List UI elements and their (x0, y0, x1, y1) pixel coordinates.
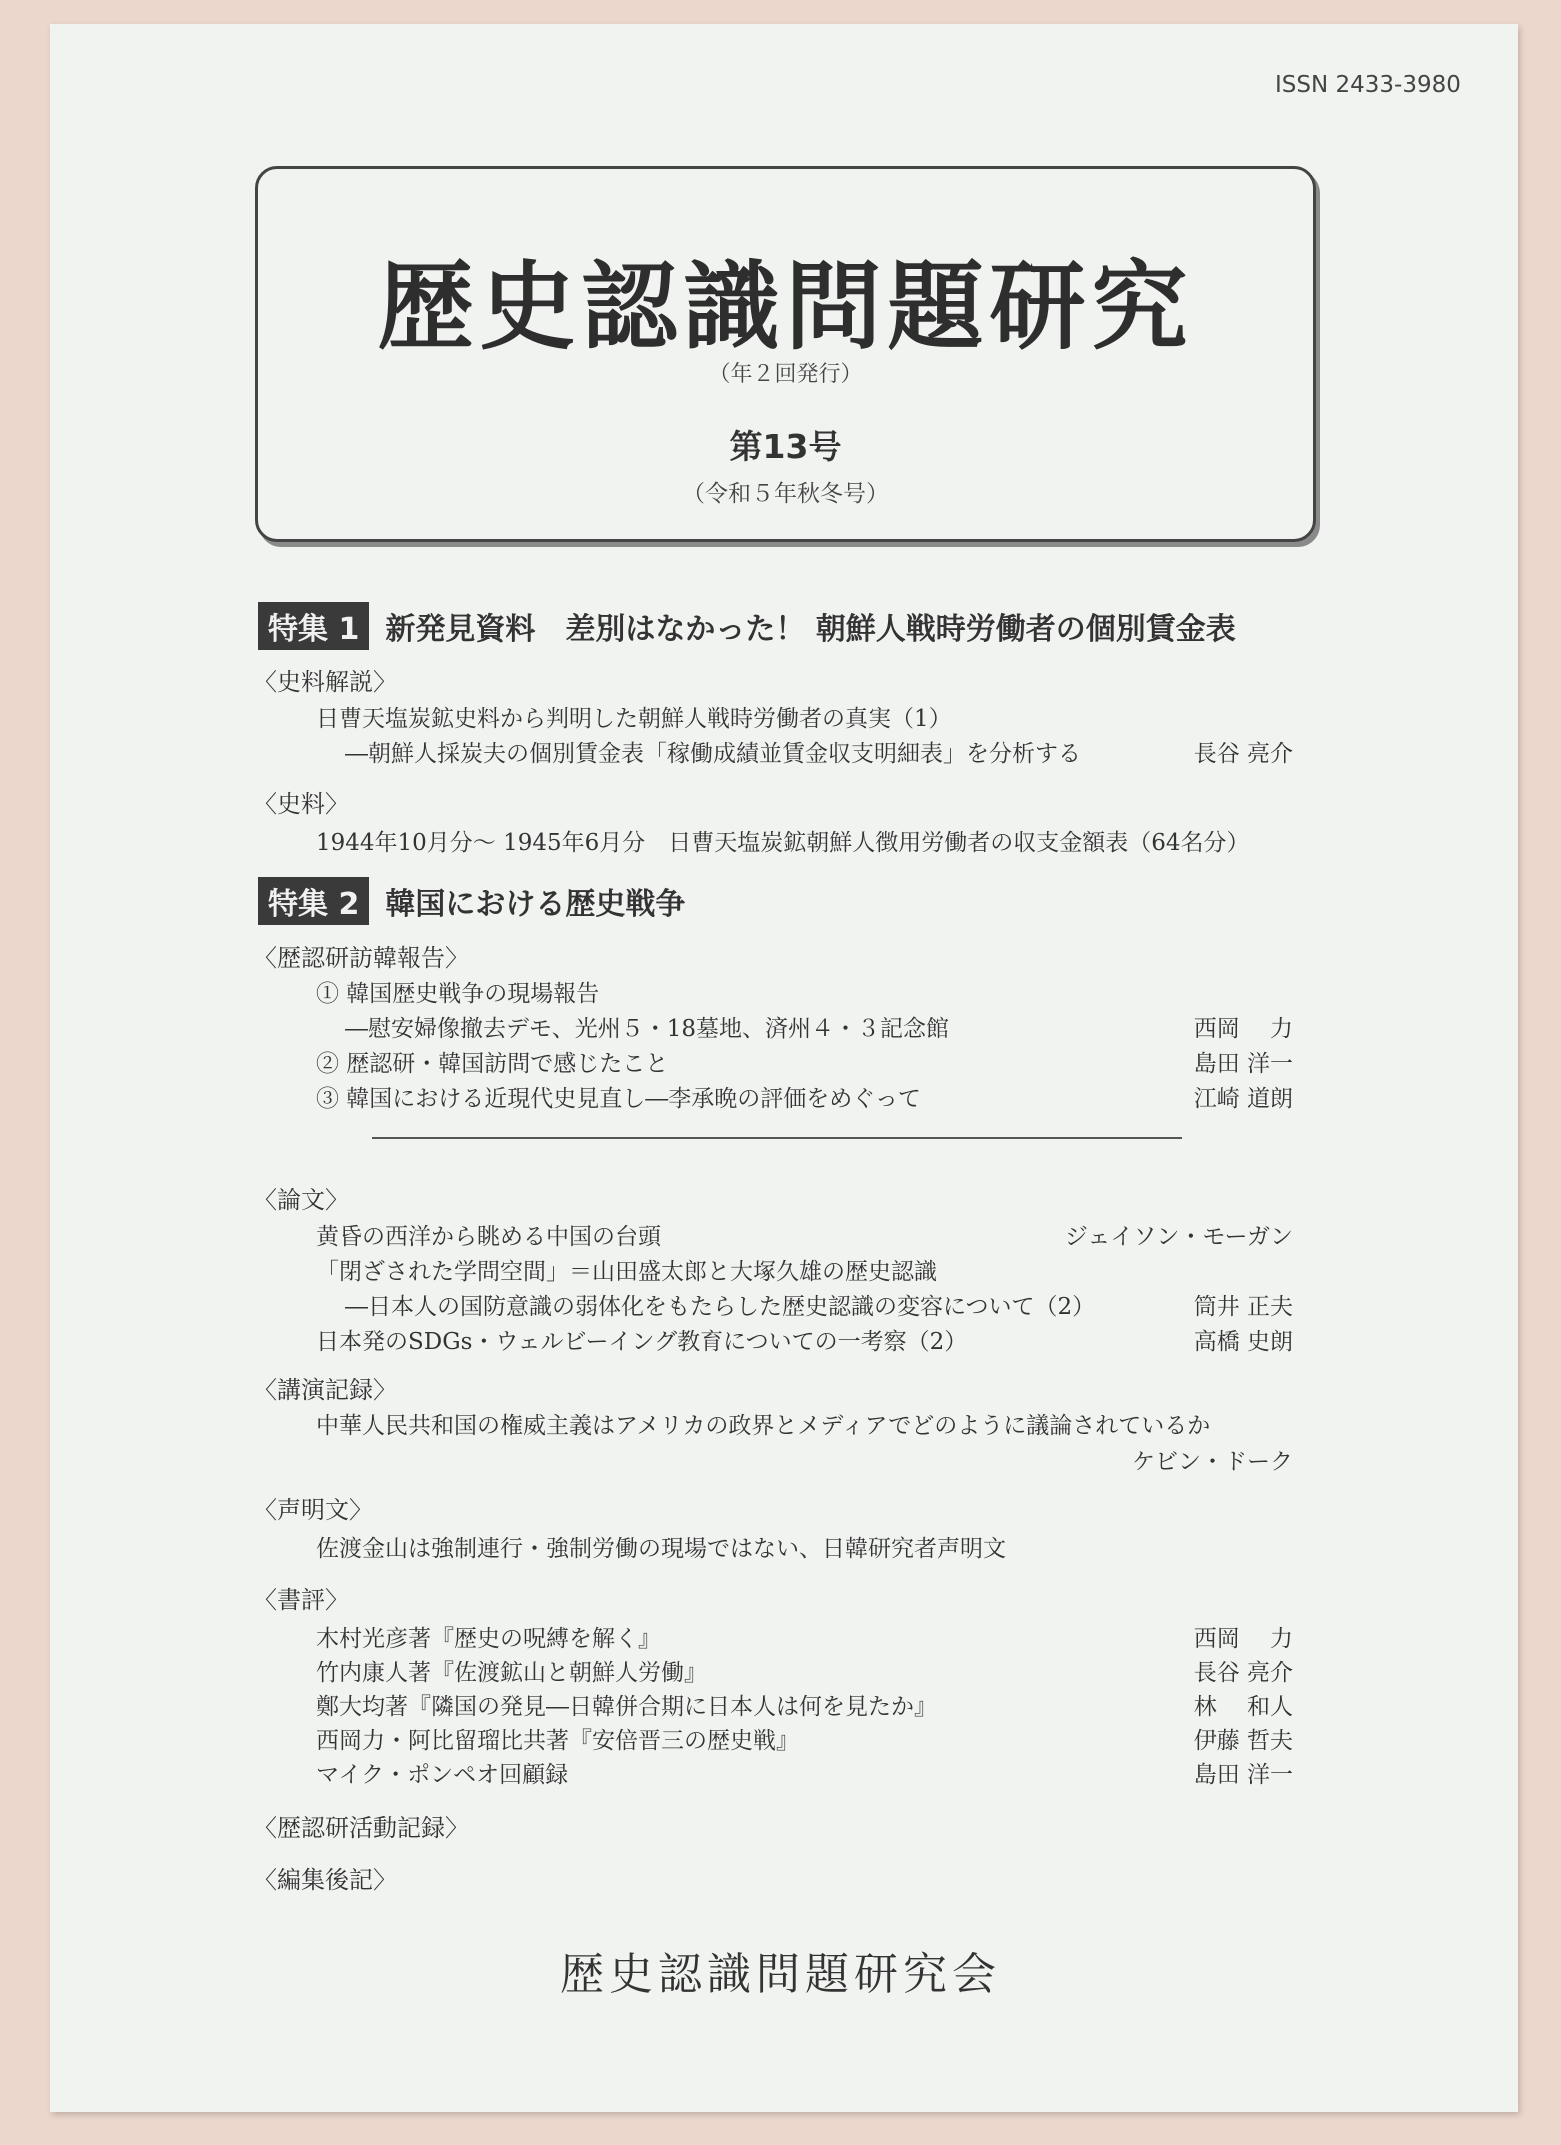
toc-entry: ―朝鮮人採炭夫の個別賃金表「稼働成績並賃金収支明細表」を分析する (345, 741, 1081, 767)
feature-1-title: 新発見資料 差別はなかった！ 朝鮮人戦時労働者の個別賃金表 (385, 612, 1236, 647)
section-heading: 〈書評〉 (253, 1586, 349, 1614)
toc-author: ケビン・ドーク (1132, 1449, 1293, 1475)
feature-2-badge: 特集 2 (258, 877, 369, 925)
toc-entry: 黄昏の西洋から眺める中国の台頭 (316, 1224, 661, 1250)
divider (372, 1137, 1182, 1139)
section-heading: 〈歴認研訪韓報告〉 (253, 944, 469, 972)
journal-title: 歴史認識問題研究 (377, 251, 1194, 363)
toc-entry: ―日本人の国防意識の弱体化をもたらした歴史認識の変容について（2） (345, 1294, 1096, 1320)
toc-entry: 佐渡金山は強制連行・強制労働の現場ではない、日韓研究者声明文 (316, 1536, 1006, 1562)
review-title: 西岡力・阿比留瑠比共著『安倍晋三の歴史戦』 (316, 1728, 799, 1754)
issn-label: ISSN 2433-3980 (1275, 72, 1461, 98)
toc-author: 江崎 道朗 (1193, 1086, 1293, 1112)
toc-entry: 1944年10月分～ 1945年6月分 日曹天塩炭鉱朝鮮人徴用労働者の収支金額表（64名分） (316, 830, 1250, 856)
toc-author: 西岡 力 (1193, 1016, 1293, 1042)
title-box (255, 166, 1316, 542)
toc-author: 筒井 正夫 (1193, 1294, 1293, 1320)
review-author: 林 和人 (1193, 1694, 1293, 1720)
review-title: マイク・ポンペオ回顧録 (316, 1762, 569, 1788)
publisher-name: 歴史認識問題研究会 (560, 1949, 1001, 2000)
section-heading: 〈歴認研活動記録〉 (253, 1814, 469, 1842)
toc-author: ジェイソン・モーガン (1064, 1224, 1293, 1250)
toc-entry: 日曹天塩炭鉱史料から判明した朝鮮人戦時労働者の真実（1） (316, 706, 952, 732)
review-title: 鄭大均著『隣国の発見―日韓併合期に日本人は何を見たか』 (316, 1694, 937, 1720)
feature-1-heading (258, 602, 1236, 650)
toc-entry: 中華人民共和国の権威主義はアメリカの政界とメディアでどのように議論されているか (316, 1413, 1211, 1439)
review-title: 木村光彦著『歴史の呪縛を解く』 (316, 1626, 661, 1652)
toc-entry: ① 韓国歴史戦争の現場報告 (316, 981, 600, 1007)
review-author: 島田 洋一 (1193, 1762, 1293, 1788)
toc-entry: ③ 韓国における近現代史見直し―李承晩の評価をめぐって (316, 1086, 921, 1112)
review-author: 西岡 力 (1193, 1626, 1293, 1652)
feature-2-title: 韓国における歴史戦争 (385, 887, 686, 922)
section-heading: 〈論文〉 (253, 1186, 349, 1214)
issue-season: （令和５年秋冬号） (682, 481, 889, 507)
section-heading: 〈編集後記〉 (253, 1866, 397, 1894)
toc-author: 高橋 史朗 (1193, 1329, 1293, 1355)
section-heading: 〈史料解説〉 (253, 668, 397, 696)
toc-entry: ―慰安婦像撤去デモ、光州５・18墓地、済州４・３記念館 (345, 1016, 950, 1042)
section-heading: 〈声明文〉 (253, 1496, 373, 1524)
toc-author: 島田 洋一 (1193, 1051, 1293, 1077)
section-heading: 〈史料〉 (253, 790, 349, 818)
review-title: 竹内康人著『佐渡鉱山と朝鮮人労働』 (316, 1660, 707, 1686)
review-author: 伊藤 哲夫 (1193, 1728, 1293, 1754)
review-author: 長谷 亮介 (1193, 1660, 1293, 1686)
publication-frequency: （年２回発行） (708, 362, 863, 387)
feature-1-badge: 特集 1 (258, 602, 369, 650)
toc-entry: ② 歴認研・韓国訪問で感じたこと (316, 1051, 669, 1077)
toc-author: 長谷 亮介 (1193, 741, 1293, 767)
issue-number: 第13号 (729, 427, 842, 466)
toc-entry: 「閉ざされた学問空間」＝山田盛太郎と大塚久雄の歴史認識 (316, 1259, 937, 1285)
toc-entry: 日本発のSDGs・ウェルビーイング教育についての一考察（2） (316, 1329, 968, 1355)
feature-2-heading (258, 877, 685, 925)
section-heading: 〈講演記録〉 (253, 1376, 397, 1404)
